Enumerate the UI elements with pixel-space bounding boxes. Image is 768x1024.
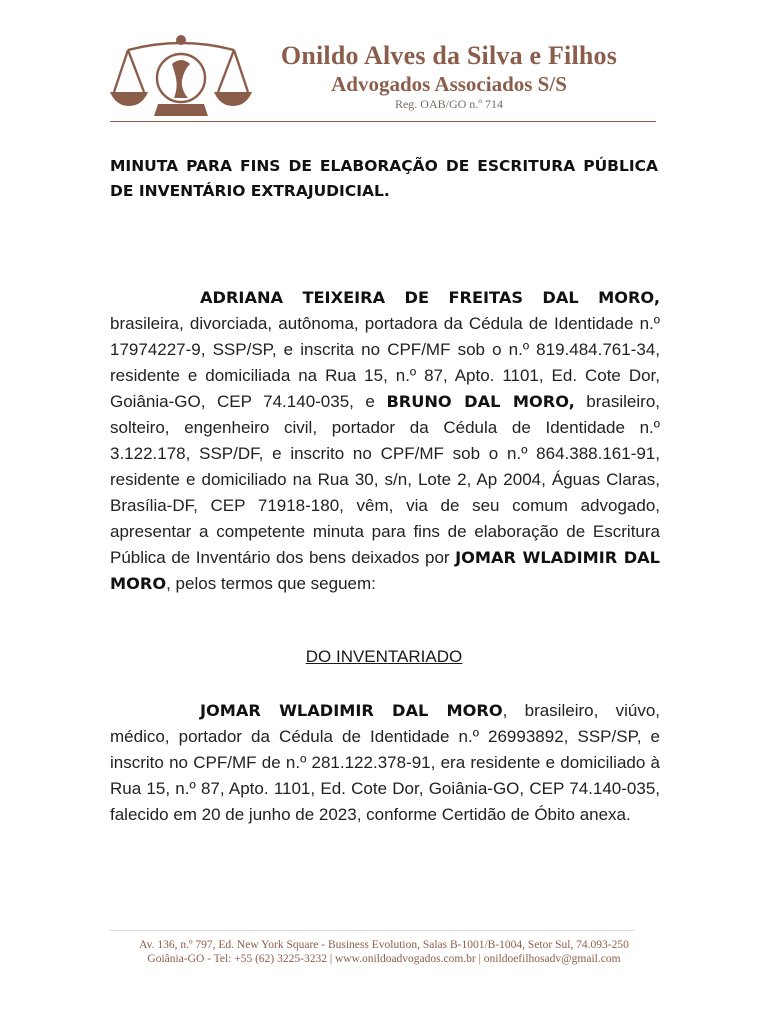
footer-divider <box>110 930 634 931</box>
scales-of-justice-icon <box>108 30 254 120</box>
firm-registration: Reg. OAB/GO n.º 714 <box>394 97 504 111</box>
header-divider <box>110 121 656 122</box>
document-title: MINUTA PARA FINS DE ELABORAÇÃO DE ESCRITURA PÚBLICA DE INVENTÁRIO EXTRAJUDICIAL. <box>110 157 658 200</box>
firm-name: Onildo Alves da Silva e Filhos <box>280 41 618 70</box>
firm-subtitle: Advogados Associados S/S <box>331 72 567 96</box>
party-details-bruno: brasileiro, solteiro, engenheiro civil, portador da Cédula de Identidade n.º 3.122.178, SSP/DF, e inscrito no CPF/MF sob o n.º 864.388.161-91, residente e domiciliado na Rua 30, s/n, Lote 2, Ap 2004, Águas Claras, Brasília-DF, CEP 71918-180, vêm, via de seu comum advogado, apresentar a competente minuta para fins de elaboração de Escritura Pública de Inventário dos bens deixados por <box>110 392 660 567</box>
parties-paragraph <box>110 285 660 597</box>
letterhead <box>250 40 648 112</box>
deceased-paragraph <box>110 698 660 828</box>
section-heading <box>110 644 658 670</box>
deceased-name-heading: JOMAR WLADIMIR DAL MORO <box>200 701 503 720</box>
party-details-adriana: brasileira, divorciada, autônoma, portadora da Cédula de Identidade n.º 17974227-9, SSP/SP, e inscrita no CPF/MF sob o n.º 819.484.761-34, residente e domiciliada na Rua 15, n.º 87, Apto. 1101, Ed. Cote Dor, Goiânia-GO, CEP 74.140-035, e <box>110 314 660 411</box>
footer-contact: Goiânia-GO - Tel: +55 (62) 3225-3232 | www.onildoadvogados.com.br | onildoefilhosadv@gmail.com <box>147 953 621 965</box>
deceased-name: JOMAR WLADIMIR DAL MORO <box>110 548 660 593</box>
party-name-bruno: BRUNO DAL MORO, <box>386 392 575 411</box>
section-heading-text: DO INVENTARIADO <box>305 647 463 666</box>
deceased-details: , brasileiro, viúvo, médico, portador da Cédula de Identidade n.º 26993892, SSP/SP, e inscrito no CPF/MF de n.º 281.122.378-91, era residente e domiciliado à Rua 15, n.º 87, Apto. 1101, Ed. Cote Dor, Goiânia-GO, CEP 74.140-035, falecido em 20 de junho de 2023, conforme Certidão de Óbito anexa. <box>110 701 661 824</box>
footer-address: Av. 136, n.º 797, Ed. New York Square - Business Evolution, Salas B-1001/B-1004, Setor Sul, 74.093-250 <box>139 939 629 951</box>
footer <box>110 938 658 966</box>
party-name-adriana: ADRIANA TEIXEIRA DE FREITAS DAL MORO, <box>200 288 660 307</box>
paragraph-closing: , pelos termos que seguem: <box>166 574 376 593</box>
